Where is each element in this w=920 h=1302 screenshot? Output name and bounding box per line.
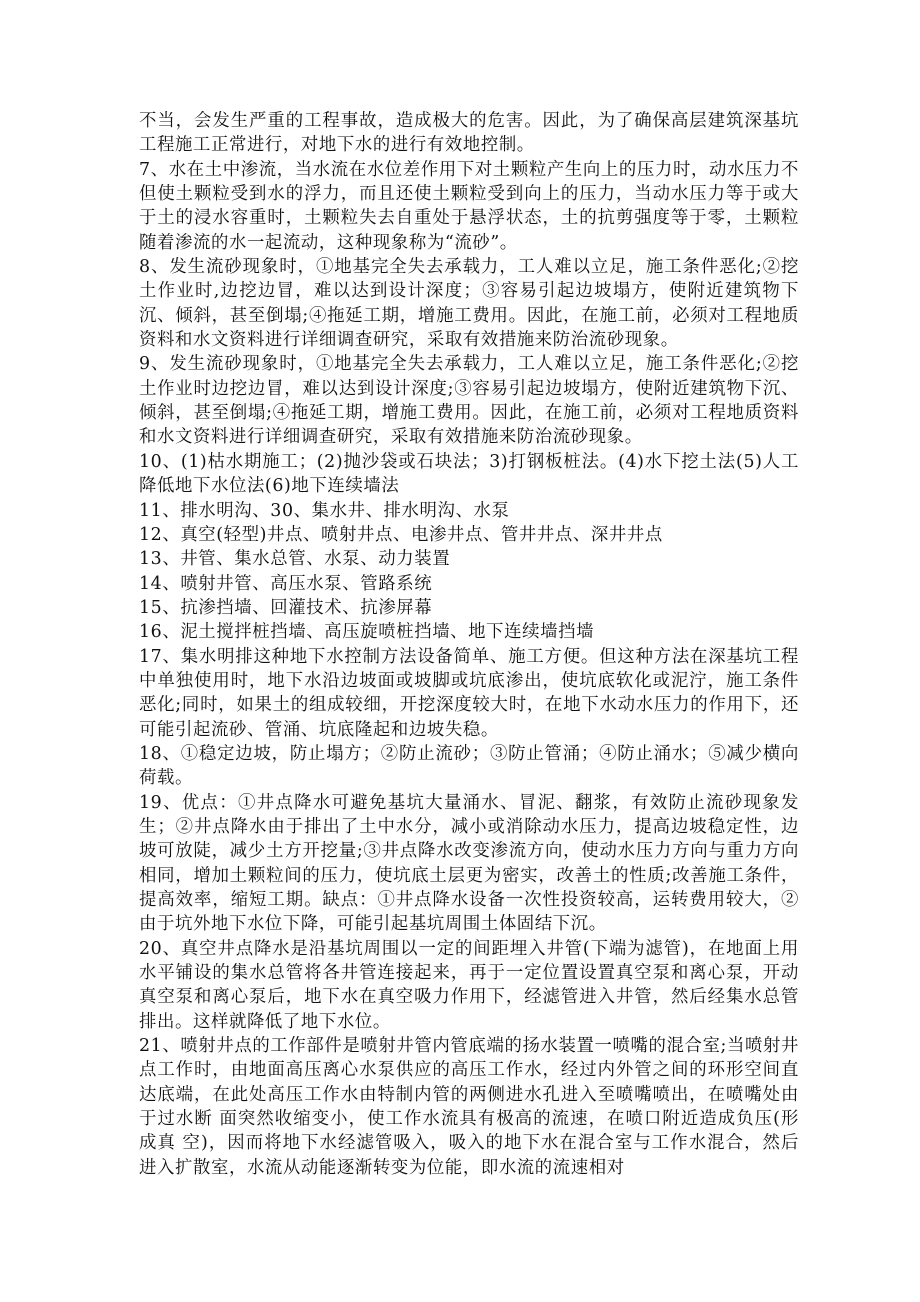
paragraph-17: 17、集水明排这种地下水控制方法设备简单、施工方便。但这种方法在深基坑工程中单独使用时，地下水沿边坡面或坡脚或坑底渗出，使坑底软化或泥泞，施工条件恶化;同时，如果土的组成较细，开挖深度较大时，在地下水动水压力的作用下，还可能引起流砂、管涌、坑底隆起和边坡失稳。 xyxy=(139,646,799,740)
paragraph-7: 7、水在土中渗流，当水流在水位差作用下对土颗粒产生向上的压力时，动水压力不但使土颗粒受到水的浮力，而且还使土颗粒受到向上的压力，当动水压力等于或大于土的浸水容重时，土颗粒失去自重处于悬浮状态，土的抗剪强度等于零，土颗粒随着渗流的水一起流动，这种现象称为“流砂”。 xyxy=(139,159,799,253)
paragraph-16: 16、泥土搅拌桩挡墙、高压旋喷桩挡墙、地下连续墙挡墙 xyxy=(139,622,595,643)
paragraph-11: 11、排水明沟、30、集水井、排水明沟、水泵 xyxy=(139,500,510,521)
paragraph-12: 12、真空(轻型)井点、喷射井点、电渗井点、管井井点、深井井点 xyxy=(139,524,663,545)
paragraph-continuation: 不当，会发生严重的工程事故，造成极大的危害。因此，为了确保高层建筑深基坑工程施工正常进行，对地下水的进行有效地控制。 xyxy=(139,111,799,156)
paragraph-18: 18、①稳定边坡，防止塌方；②防止流砂；③防止管涌；④防止涌水；⑤减少横向荷载。 xyxy=(139,743,799,789)
paragraph-8: 8、发生流砂现象时，①地基完全失去承载力，工人难以立足，施工条件恶化;②挖土作业时,边挖边冒，难以达到设计深度；③容易引起边坡塌方，使附近建筑物下沉、倾斜，甚至倒塌;④拖延工期，增施工费用。因此，在施工前，必须对工程地质资料和水文资料进行详细调查研究，采取有效措施来防治流砂现象。 xyxy=(139,257,799,351)
paragraph-21: 21、喷射井点的工作部件是喷射井管内管底端的扬水装置一喷嘴的混合室;当喷射井点工作时，由地面高压离心水泵供应的高压工作水，经过内外管之间的环形空间直 达底端，在此处高压工作水由特制内管的两侧进水孔进入至喷嘴喷出，在喷嘴处由于过水断 面突然收缩变小，使工作水流具有极高的流速，在喷口附近造成负压(形成真 空)，因而将地下水经滤管吸入，吸入的地下水在混合室与工作水混合，然后进入扩散室，水流从动能逐渐转变为位能，即水流的流速相对 xyxy=(139,1036,799,1178)
paragraph-10: 10、(1)枯水期施工；(2)抛沙袋或石块法；3)打钢板桩法。(4)水下挖土法(5)人工降低地下水位法(6)地下连续墙法 xyxy=(139,451,799,497)
paragraph-9: 9、发生流砂现象时，①地基完全失去承载力，工人难以立足，施工条件恶化;②挖土作业时边挖边冒，难以达到设计深度;③容易引起边坡塌方，使附近建筑物下沉、倾斜，甚至倒塌;④拖延工期，增施工费用。因此，在施工前，必须对工程地质资料和水文资料进行详细调查研究，采取有效措施来防治流砂现象。 xyxy=(139,354,799,448)
paragraph-20: 20、真空井点降水是沿基坑周围以一定的间距埋入井管(下端为滤管)，在地面上用水平铺设的集水总管将各井管连接起来，再于一定位置设置真空泵和离心泵，开动真空泵和离心泵后，地下水在真空吸力作用下，经滤管进入井管，然后经集水总管排出。这样就降低了地下水位。 xyxy=(139,938,799,1032)
paragraph-15: 15、抗渗挡墙、回灌技术、抗渗屏幕 xyxy=(139,597,433,618)
paragraph-19: 19、优点：①井点降水可避免基坑大量涌水、冒泥、翻浆，有效防止流砂现象发生；②井点降水由于排出了土中水分，减小或消除动水压力，提高边坡稳定性，边坡可放陡，减少土方开挖量;③井点降水改变渗流方向，使动水压力方向与重力方向相同，增加土颗粒间的压力，使坑底土层更为密实，改善土的性质;改善施工条件，提高效率，缩短工期。缺点：①井点降水设备一次性投资较高，运转费用较大，②由于坑外地下水位下降，可能引起基坑周围土体固结下沉。 xyxy=(139,792,799,935)
document-body xyxy=(139,109,799,1180)
paragraph-13: 13、井管、集水总管、水泵、动力装置 xyxy=(139,549,451,570)
paragraph-14: 14、喷射井管、高压水泵、管路系统 xyxy=(139,573,433,594)
